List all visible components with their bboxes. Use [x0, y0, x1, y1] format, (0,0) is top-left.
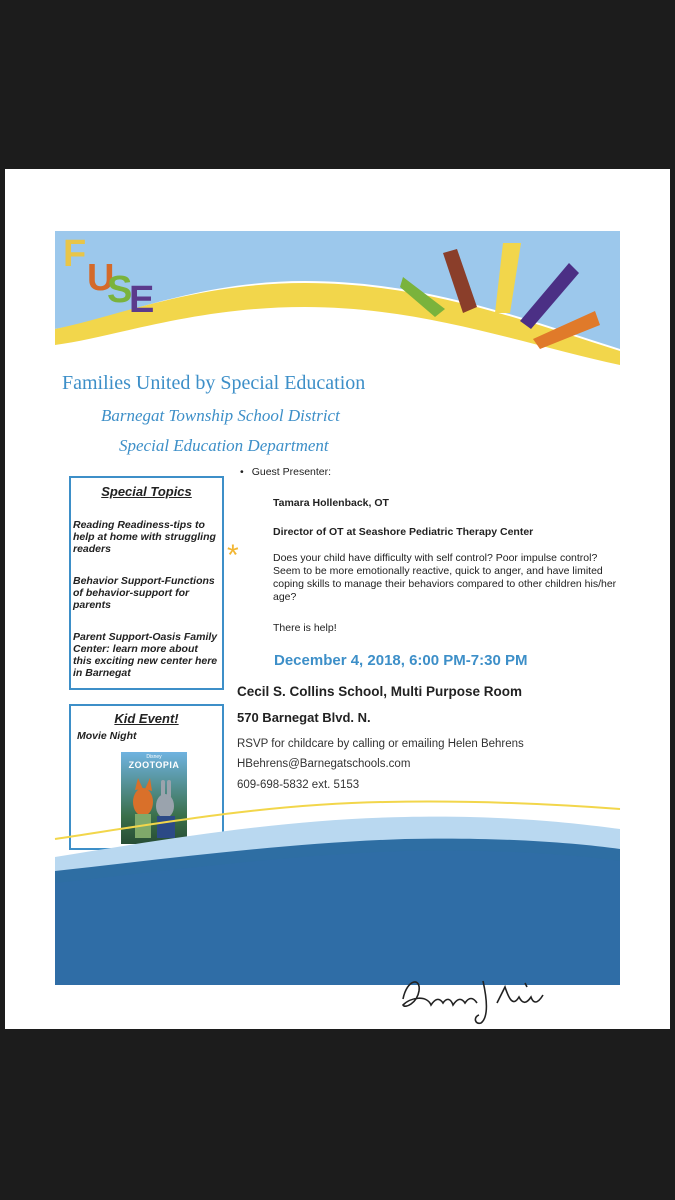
topic-behavior: Behavior Support-Functions of behavior-support for parents	[73, 575, 215, 611]
signature-scribble	[397, 969, 557, 1029]
logo-letter-e: E	[129, 279, 155, 321]
flyer-page	[5, 169, 670, 1029]
event-address: 570 Barnegat Blvd. N.	[237, 710, 371, 725]
logo-letter-u: U	[87, 257, 115, 299]
presenter-role: Director of OT at Seashore Pediatric Therapy Center	[273, 526, 534, 538]
rsvp-email[interactable]: HBehrens@Barnegatschools.com	[237, 758, 411, 770]
topic-parent-support: Parent Support-Oasis Family Center: learn more about this exciting new center here in Barnegat	[73, 631, 218, 679]
event-venue: Cecil S. Collins School, Multi Purpose Room	[237, 684, 523, 699]
kid-event-title: Kid Event!	[114, 711, 179, 726]
presenter-description: Does your child have difficulty with self control? Poor impulse control? Seem to be more emotionally reactive, quick to anger, and have limited coping skills to manage their behaviors compared to other children his/her age?	[273, 552, 617, 603]
org-title: Families United by Special Education	[62, 372, 366, 394]
department-name: Special Education Department	[119, 436, 329, 455]
fuse-logo	[57, 229, 167, 329]
kid-event-subtitle: Movie Night	[77, 730, 137, 742]
presenter-name: Tamara Hollenback, OT	[273, 497, 389, 509]
footer-waves	[5, 799, 670, 989]
help-text: There is help!	[273, 622, 337, 634]
logo-letter-s: S	[107, 269, 133, 311]
poster-brand: Disney	[146, 754, 162, 760]
asterisk-icon: *	[227, 539, 239, 572]
logo-letter-f: F	[63, 233, 87, 275]
topic-reading: Reading Readiness-tips to help at home with struggling readers	[73, 519, 216, 555]
special-topics-box	[69, 476, 224, 690]
special-topics-title: Special Topics	[101, 484, 192, 499]
poster-title: ZOOTOPIA	[128, 760, 180, 770]
rsvp-text: RSVP for childcare by calling or emailing Helen Behrens	[237, 738, 524, 750]
rsvp-phone: 609-698-5832 ext. 5153	[237, 779, 360, 791]
district-name: Barnegat Township School District	[101, 406, 340, 425]
guest-presenter-label: • Guest Presenter:	[240, 466, 332, 478]
signature	[397, 969, 557, 1029]
event-date: December 4, 2018, 6:00 PM-7:30 PM	[274, 652, 528, 669]
presenter-label-text: Guest Presenter:	[251, 466, 332, 478]
